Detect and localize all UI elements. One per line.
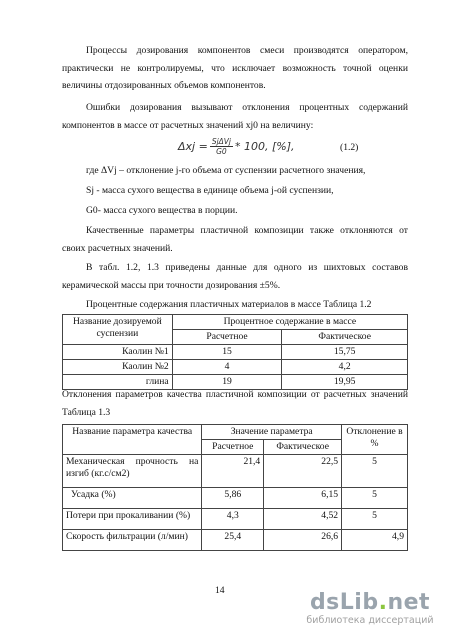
table-cell-fact: 4,52 xyxy=(264,509,342,530)
table-row xyxy=(63,509,408,530)
table-1-2-header-fact: Фактическое xyxy=(282,330,408,345)
dslib-watermark[interactable] xyxy=(300,590,440,626)
logo-tld: net xyxy=(387,590,431,615)
table-cell-calc: 25,4 xyxy=(202,530,264,551)
logo-dot: . xyxy=(378,590,388,615)
table-row xyxy=(63,530,408,551)
formula-fraction xyxy=(210,137,233,156)
table-1-3-header-calc: Расчетное xyxy=(202,440,264,455)
table-cell-dev: 4,9 xyxy=(342,530,408,551)
table-cell-name: глина xyxy=(63,375,173,390)
table-row xyxy=(63,455,408,488)
table-1-3-header-group: Значение параметра xyxy=(202,425,342,440)
table-row xyxy=(63,345,408,360)
dslib-logo xyxy=(300,590,440,615)
paragraph-dosing-process: Процессы дозирования компонентов смеси производятся оператором, практически не контролируемы, что исключает возможность точной оценки величины отдозированных объемов компонентов. xyxy=(62,45,408,91)
formula-1-2 xyxy=(178,137,295,156)
table-cell-calc: 15 xyxy=(172,345,282,360)
table-1-3-caption: Отклонения параметров качества пластичной композиции от расчетных значений Таблица 1.3 xyxy=(62,389,408,418)
paragraph-tables-intro: В табл. 1.2, 1.3 приведены данные для одного из шихтовых составов керамической массы при точности дозирования ±5%. xyxy=(62,262,408,291)
table-1-2-header-calc: Расчетное xyxy=(172,330,282,345)
table-cell-dev: 5 xyxy=(342,509,408,530)
table-1-3 xyxy=(62,424,408,551)
formula-number: (1.2) xyxy=(340,142,359,153)
table-row xyxy=(63,488,408,509)
paragraph-quality-params: Качественные параметры пластичной композиции также отклоняются от своих расчетных значений. xyxy=(62,225,408,254)
table-cell-fact: 26,6 xyxy=(264,530,342,551)
table-1-3-header-fact: Фактическое xyxy=(264,440,342,455)
table-cell-fact: 22,5 xyxy=(264,455,342,488)
table-cell-name: Усадка (%) xyxy=(63,488,202,509)
paragraph-where-dv: где ΔVj – отклонение j-го объема от суспензии расчетного значения, xyxy=(86,165,366,176)
table-cell-calc: 4,3 xyxy=(202,509,264,530)
formula-denominator: G0 xyxy=(216,147,227,156)
table-cell-calc: 21,4 xyxy=(202,455,264,488)
page-number: 14 xyxy=(215,585,225,596)
paragraph-where-g: G0- масса сухого вещества в порции. xyxy=(86,205,238,216)
table-1-3-header-dev: Отклонение в % xyxy=(342,425,408,455)
table-1-2-header-group: Процентное содержание в массе xyxy=(172,315,407,330)
table-1-2-caption: Процентные содержания пластичных материалов в массе Таблица 1.2 xyxy=(86,299,372,310)
formula-numerator: SjΔVj xyxy=(211,137,232,146)
watermark-subtitle: библиотека диссертаций xyxy=(306,615,434,626)
formula-lhs: Δxj = xyxy=(178,140,208,153)
table-cell-name: Потери при прокаливании (%) xyxy=(63,509,202,530)
table-1-2-header-name: Название дозируемой суспензии xyxy=(63,315,173,345)
table-cell-calc: 5,86 xyxy=(202,488,264,509)
table-cell-name: Каолин №2 xyxy=(63,360,173,375)
formula-rhs: * 100, [%], xyxy=(235,140,295,153)
table-cell-calc: 19 xyxy=(172,375,282,390)
table-cell-fact: 15,75 xyxy=(282,345,408,360)
table-cell-name: Механическая прочность на изгиб (кг.с/см2) xyxy=(63,455,202,488)
table-cell-fact: 6,15 xyxy=(264,488,342,509)
table-1-3-header-name: Название параметра качества xyxy=(63,425,202,455)
table-cell-dev: 5 xyxy=(342,455,408,488)
table-cell-name: Каолин №1 xyxy=(63,345,173,360)
table-1-2 xyxy=(62,314,408,390)
table-cell-fact: 4,2 xyxy=(282,360,408,375)
table-cell-dev: 5 xyxy=(342,488,408,509)
table-cell-fact: 19,95 xyxy=(282,375,408,390)
paragraph-dosing-errors: Ошибки дозирования вызывают отклонения процентных содержаний компонентов в массе от расчетных значений xj0 на величину: xyxy=(62,102,408,131)
table-cell-calc: 4 xyxy=(172,360,282,375)
table-row xyxy=(63,360,408,375)
logo-main: dsLib xyxy=(309,590,379,615)
table-cell-name: Скорость фильтрации (л/мин) xyxy=(63,530,202,551)
paragraph-where-s: Sj - масса сухого вещества в единице объема j-ой суспензии, xyxy=(86,185,334,196)
